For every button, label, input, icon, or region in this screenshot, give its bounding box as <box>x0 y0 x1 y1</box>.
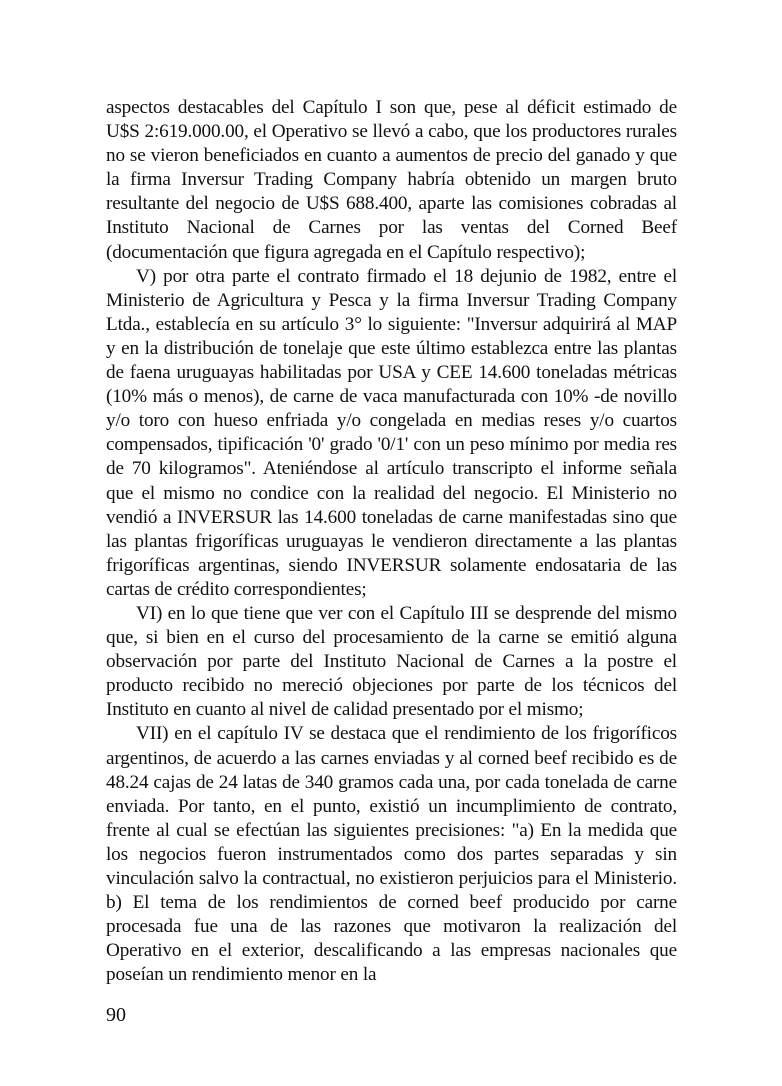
paragraph-vi-capitulo-iii: VI) en lo que tiene que ver con el Capítulo III se desprende del mismo que, si bien en el curso del procesamiento de la carne se emitió alguna observación por parte del Instituto Nacional de Carnes a la postre el producto recibido no mereció objeciones por parte de los técnicos del Instituto en cuanto al nivel de calidad presentado por el mismo; <box>106 602 677 721</box>
paragraph-capitulo-i-summary: aspectos destacables del Capítulo I son que, pese al déficit estimado de U$S 2:619.000.00, el Operativo se llevó a cabo, que los productores rurales no se vieron beneficiados en cuanto a aumentos de precio del ganado y que la firma Inversur Trading Company habría obtenido un margen bruto resultante del negocio de U$S 688.400, aparte las comisiones cobradas al Instituto Nacional de Carnes por las ventas del Corned Beef (documentación que figura agregada en el Capítulo respectivo); <box>106 97 677 263</box>
paragraph-v-contrato: V) por otra parte el contrato firmado el 18 dejunio de 1982, entre el Ministerio de Agricultura y Pesca y la firma Inversur Trading Company Ltda., establecía en su artículo 3° lo siguiente: "Inversur adquirirá al MAP y en la distribución de tonelaje que este último establezca entre las plantas de faena uruguayas habilitadas por USA y CEE 14.600 toneladas métricas (10% más o menos), de carne de vaca manufacturada con 10% -de novillo y/o toro con hueso enfriada y/o congelada en medias reses y/o cuartos compensados, tipificación '0' grado '0/1' con un peso mínimo por media res de 70 kilogramos". Ateniéndose al artículo transcripto el informe señala que el mismo no condice con la realidad del negocio. El Ministerio no vendió a INVERSUR las 14.600 toneladas de carne manifestadas sino que las plantas frigoríficas uruguayas le vendieron directamente a las plantas frigoríficas argentinas, siendo INVERSUR solamente endosataria de las cartas de crédito correspondientes; <box>106 265 677 600</box>
paragraph-vii-capitulo-iv: VII) en el capítulo IV se destaca que el rendimiento de los frigoríficos argentinos, de acuerdo a las carnes enviadas y al corned beef recibido es de 48.24 cajas de 24 latas de 340 gramos cada una, por cada tonelada de carne enviada. Por tanto, en el punto, existió un incumplimiento de contrato, frente al cual se efectúan las siguientes precisiones: "a) En la medida que los negocios fueron instrumentados como dos partes separadas y sin vinculación salvo la contractual, no existieron perjuicios para el Ministerio. b) El tema de los rendimientos de corned beef producido por carne procesada fue una de las razones que motivaron la realización del Operativo en el exterior, descalificando a las empresas nacionales que poseían un rendimiento menor en la <box>106 723 677 986</box>
page-number: 90 <box>106 1004 126 1026</box>
document-page <box>106 96 677 987</box>
